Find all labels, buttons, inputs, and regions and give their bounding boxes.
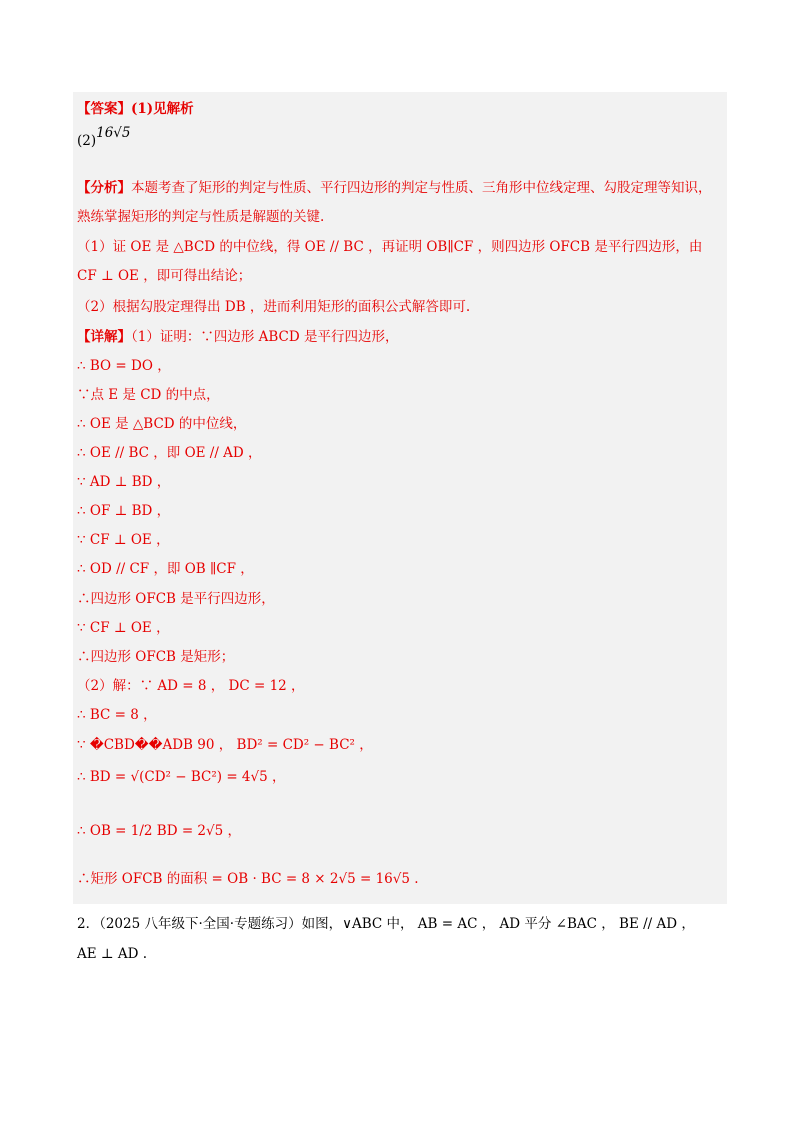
detail-line-8: ∴ OD // CF ，即 OB ∥CF ，: [77, 561, 254, 577]
detail-line-11: ∴四边形 OFCB 是矩形；: [77, 649, 235, 665]
detail-line-6: ∴ OF ⊥ BD ，: [77, 503, 171, 519]
question2-line-1: 2．（2025 八年级下·全国·专题练习）如图，∨ABC 中， AB = AC ， AD 平分 ∠BAC ， BE // AD ，: [77, 916, 695, 932]
detail-line-5: ∵ AD ⊥ BD ，: [77, 474, 171, 490]
answer-part2-val: 16√5: [96, 125, 131, 141]
question2-line-2: AE ⊥ AD .: [77, 946, 148, 962]
detail-line-14: ∵ �CBD��ADB 90 ， BD² = CD² − BC² ，: [77, 737, 373, 753]
analysis-line-5: （2）根据勾股定理得出 DB ，进而利用矩形的面积公式解答即可.: [77, 299, 471, 315]
detail-line-1: ∴ BO = DO ，: [77, 358, 171, 374]
answer-part2-num: (2): [77, 133, 97, 149]
analysis-line-2: 熟练掌握矩形的判定与性质是解题的关键.: [77, 209, 325, 225]
detail-line-17: ∴矩形 OFCB 的面积 = OB · BC = 8 × 2√5 = 16√5 .: [77, 871, 419, 887]
detail-line-10: ∵ CF ⊥ OE ，: [77, 620, 170, 636]
answer-label: 【答案】: [77, 101, 131, 117]
answer-part1: (1)见解析: [131, 101, 194, 117]
detail-line-13: ∴ BC = 8 ，: [77, 707, 157, 723]
analysis-line-3: （1）证 OE 是 △BCD 的中位线，得 OE // BC ，再证明 OB∥CF ，则四边形 OFCB 是平行四边形，由: [77, 239, 703, 255]
detail-line-16: ∴ OB = 1/2 BD = 2√5 ，: [77, 823, 241, 839]
analysis-line-4: CF ⊥ OE ，即可得出结论；: [77, 268, 252, 284]
detail-line-0: [77, 328, 399, 346]
detail-line-4: ∴ OE // BC ，即 OE // AD ，: [77, 445, 262, 461]
detail-line-7: ∵ CF ⊥ OE ，: [77, 532, 170, 548]
analysis-label: 【分析】: [77, 180, 131, 196]
detail-line-12: （2）解：∵ AD = 8 ， DC = 12 ，: [77, 678, 305, 694]
detail-line-3: ∴ OE 是 △BCD 的中位线，: [77, 416, 247, 432]
answer-heading: [77, 100, 194, 118]
analysis-text-1: 本题考查了矩形的判定与性质、平行四边形的判定与性质、三角形中位线定理、勾股定理等知识，: [131, 180, 712, 196]
detail-line-9: ∴四边形 OFCB 是平行四边形，: [77, 591, 275, 607]
answer-part2: [77, 125, 131, 150]
detail-text-0: （1）证明：∵四边形 ABCD 是平行四边形，: [131, 329, 399, 345]
detail-line-2: ∵点 E 是 CD 的中点，: [77, 387, 220, 403]
detail-line-15: ∴ BD = √(CD² − BC²) = 4√5 ，: [77, 769, 286, 785]
detail-label: 【详解】: [77, 329, 131, 345]
analysis-line-1: [77, 179, 712, 197]
